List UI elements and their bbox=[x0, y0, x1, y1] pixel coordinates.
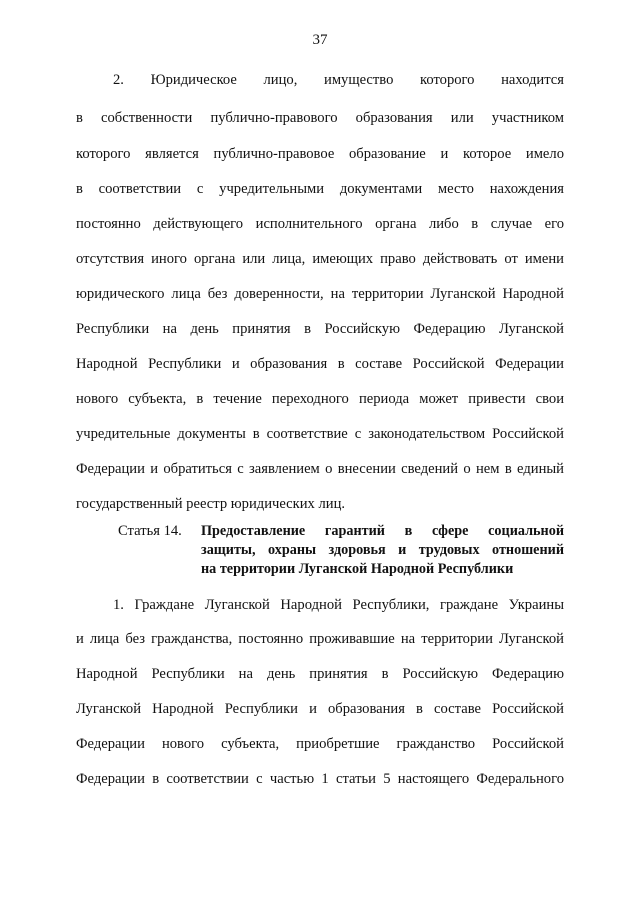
paragraph-line: отсутствия иного органа или лица, имеющих право действовать от имени bbox=[76, 251, 564, 267]
paragraph-line: Луганской Народной Республики и образования в составе Российской bbox=[76, 701, 564, 717]
paragraph-line: которого является публично-правовое образование и которое имело bbox=[76, 146, 564, 162]
paragraph-line: Федерации в соответствии с частью 1 статьи 5 настоящего Федерального bbox=[76, 771, 564, 787]
paragraph-line: постоянно действующего исполнительного органа либо в случае его bbox=[76, 216, 564, 232]
paragraph-line: и лица без гражданства, постоянно проживавшие на территории Луганской bbox=[76, 631, 564, 647]
paragraph-line: 2. Юридическое лицо, имущество которого находится bbox=[113, 72, 564, 88]
article-title-line: на территории Луганской Народной Республики bbox=[201, 561, 514, 577]
paragraph-line: учредительные документы в соответствие с законодательством Российской bbox=[76, 426, 564, 442]
paragraph-line: 1. Граждане Луганской Народной Республики, граждане Украины bbox=[113, 597, 564, 613]
paragraph-line: юридического лица без доверенности, на территории Луганской Народной bbox=[76, 286, 564, 302]
page-number: 37 bbox=[312, 32, 328, 48]
paragraph-line: Народной Республики на день принятия в Российскую Федерацию bbox=[76, 666, 564, 682]
article-label: Статья 14. bbox=[118, 523, 182, 539]
article-title-line: защиты, охраны здоровья и трудовых отношений bbox=[201, 542, 564, 558]
paragraph-line: государственный реестр юридических лиц. bbox=[76, 496, 346, 512]
paragraph-line: в собственности публично-правового образования или участником bbox=[76, 110, 564, 126]
paragraph-line: Республики на день принятия в Российскую Федерацию Луганской bbox=[76, 321, 564, 337]
paragraph-line: нового субъекта, в течение переходного периода может привести свои bbox=[76, 391, 564, 407]
article-title-line: Предоставление гарантий в сфере социальной bbox=[201, 523, 564, 539]
paragraph-line: Народной Республики и образования в составе Российской Федерации bbox=[76, 356, 564, 372]
paragraph-line: в соответствии с учредительными документами место нахождения bbox=[76, 181, 564, 197]
paragraph-line: Федерации нового субъекта, приобретшие гражданство Российской bbox=[76, 736, 564, 752]
paragraph-line: Федерации и обратиться с заявлением о внесении сведений о нем в единый bbox=[76, 461, 564, 477]
